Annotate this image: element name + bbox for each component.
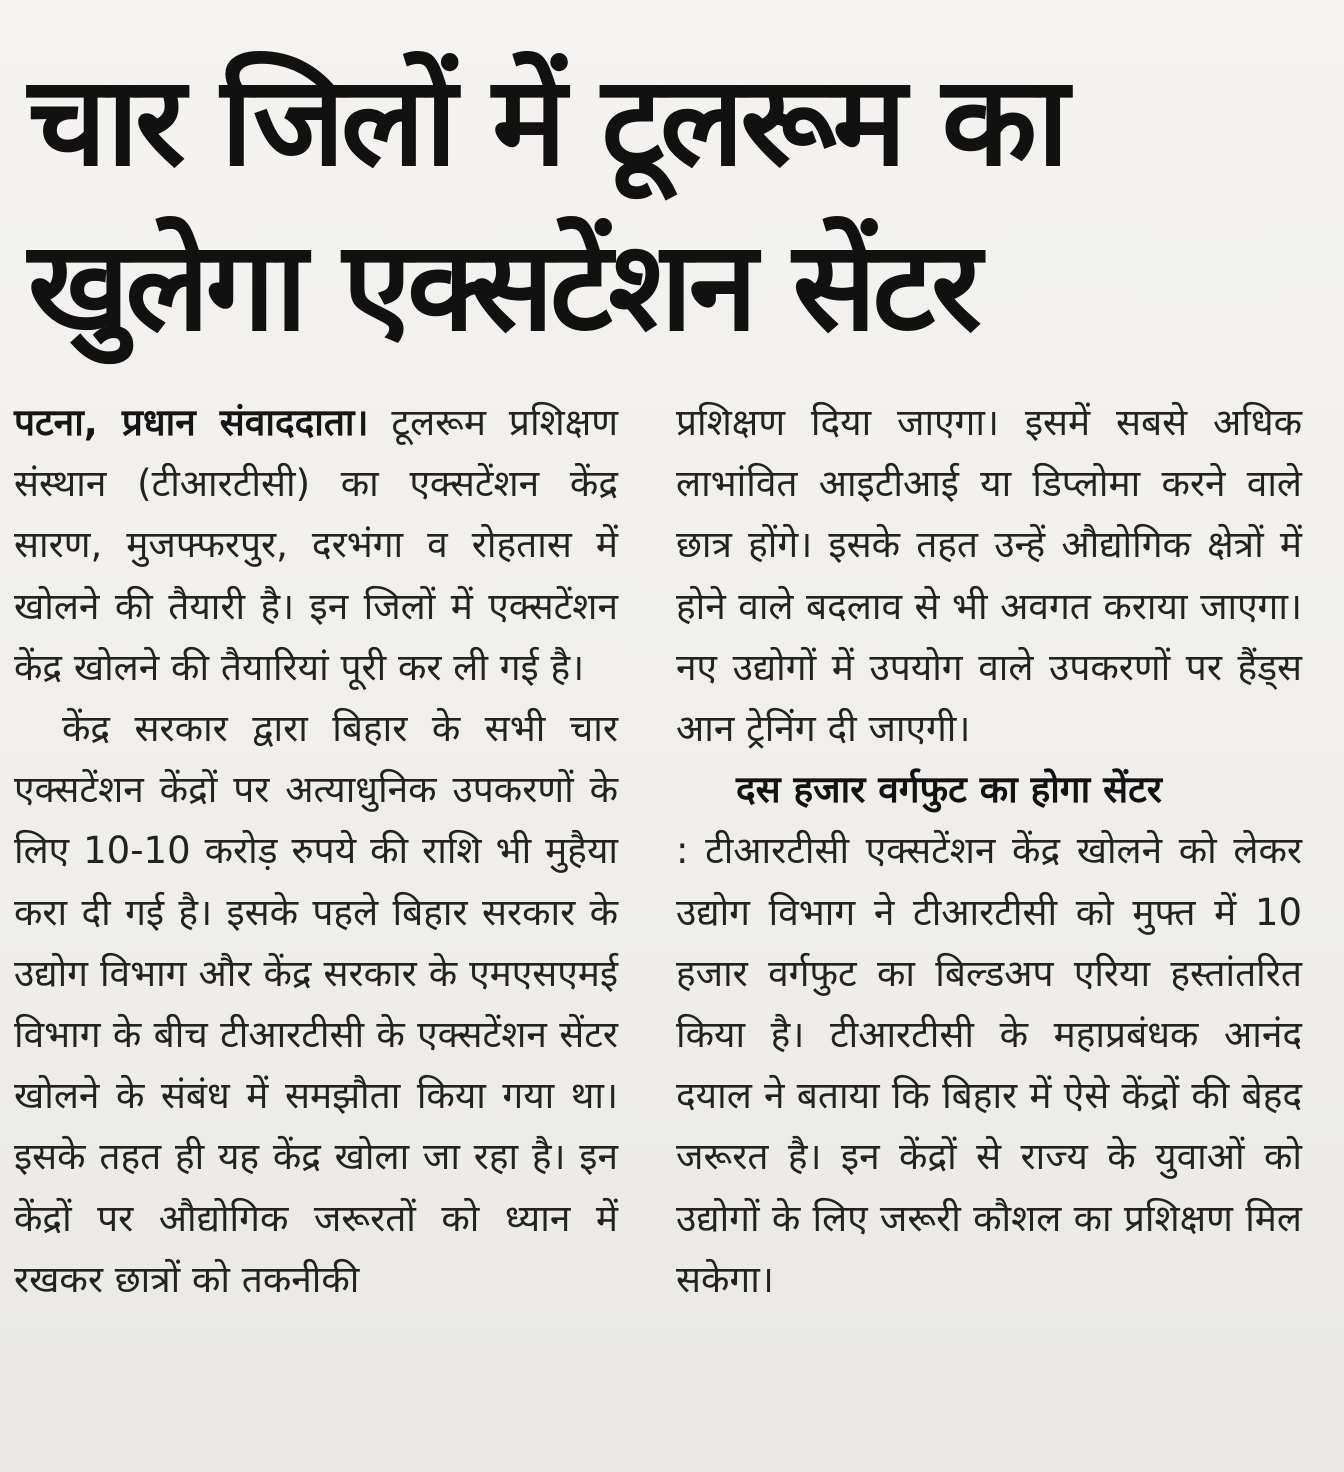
article-column-left (14, 392, 618, 1310)
dateline: पटना, प्रधान संवाददाता। (14, 401, 369, 444)
section-subhead: दस हजार वर्गफुट का होगा सेंटर (736, 768, 1162, 812)
lead-paragraph (14, 392, 618, 698)
headline-line-1: चार जिलों में टूलरूम का (28, 50, 1066, 194)
article-column-right (676, 392, 1302, 1310)
body-paragraph-3: प्रशिक्षण दिया जाएगा। इसमें सबसे अधिक लाभांवित आइटीआई या डिप्लोमा करने वाले छात्र होंगे। इसके तहत उन्हें औद्योगिक क्षेत्रों में होने वाले बदलाव से भी अवगत कराया जाएगा। नए उद्योगों में उपयोग वाले उपकरणों पर हैंड्स आन ट्रेनिंग दी जाएगी। (676, 401, 1302, 751)
body-paragraph-2: केंद्र सरकार द्वारा बिहार के सभी चार एक्सटेंशन केंद्रों पर अत्याधुनिक उपकरणों के लिए 10-10 करोड़ रुपये की राशि भी मुहैया करा दी गई है। इसके पहले बिहार सरकार के उद्योग विभाग और केंद्र सरकार के एमएसएमई विभाग के बीच टीआरटीसी के एक्सटेंशन सेंटर खोलने के संबंध में समझौता किया गया था। इसके तहत ही यह केंद्र खोला जा रहा है। इन केंद्रों पर औद्योगिक जरूरतों को ध्यान में रखकर छात्रों को तकनीकी (14, 707, 618, 1301)
headline (28, 40, 1318, 370)
lead-paragraph-text: टूलरूम प्रशिक्षण संस्थान (टीआरटीसी) का एक्सटेंशन केंद्र सारण, मुजफ्फरपुर, दरभंगा व रोहतास में खोलने की तैयारी है। इन जिलों में एक्सटेंशन केंद्र खोलने की तैयारियां पूरी कर ली गई है। (14, 401, 618, 689)
headline-line-2: खुलेगा एक्सटेंशन सेंटर (28, 215, 978, 359)
body-paragraph-4: : टीआरटीसी एक्सटेंशन केंद्र खोलने को लेकर उद्योग विभाग ने टीआरटीसी को मुफ्त में 10 हजार वर्गफुट का बिल्डअप एरिया हस्तांतरित किया है। टीआरटीसी के महाप्रबंधक आनंद दयाल ने बताया कि बिहार में ऐसे केंद्रों की बेहद जरूरत है। इन केंद्रों से राज्य के युवाओं को उद्योगों के लिए जरूरी कौशल का प्रशिक्षण मिल सकेगा। (676, 829, 1302, 1301)
